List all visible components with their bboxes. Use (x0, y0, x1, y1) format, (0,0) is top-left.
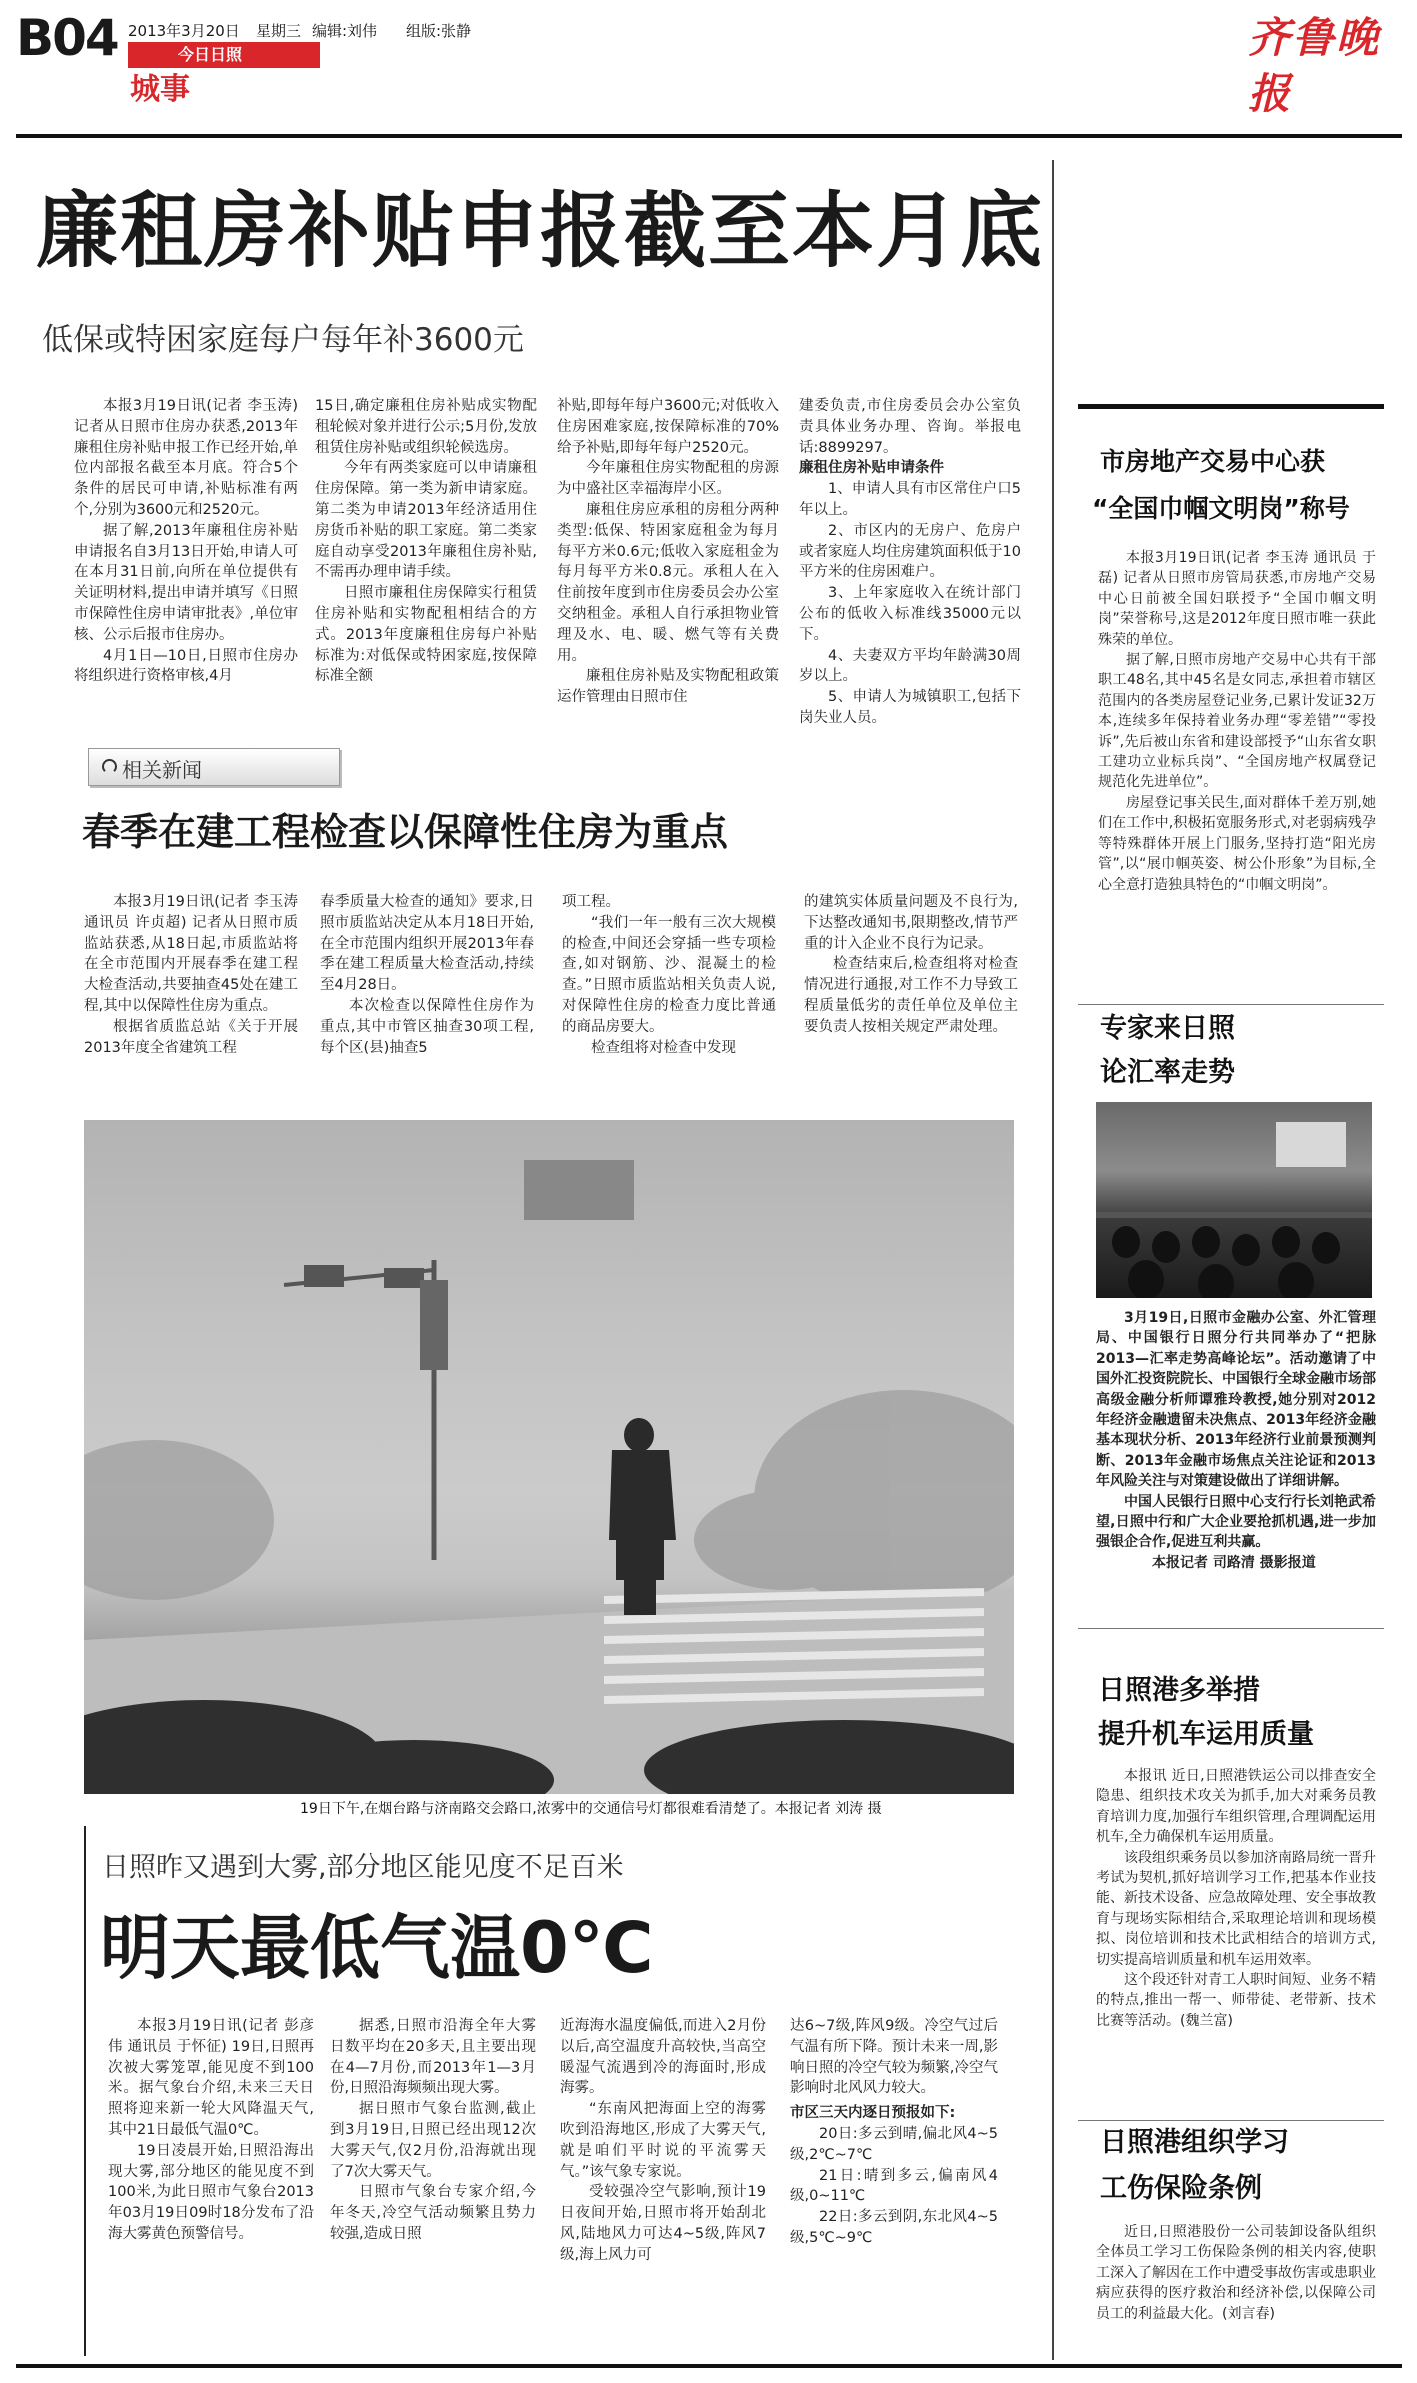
article2-col1-para: 本报3月19日讯(记者 李玉涛 通讯员 许贞超) 记者从日照市质监站获悉,从18日起,市质监站将在全市范围内开展春季在建工程大检查活动,共要抽查45处在建工程,其中以保障性住房为重点。 (84, 894, 298, 1014)
article3-col2-para: 日照市气象台专家介绍,今年冬天,冷空气活动频繁且势力较强,造成日照 (330, 2184, 536, 2242)
sidebar-rule (1078, 1004, 1384, 1005)
lead-column-4 (799, 396, 1021, 736)
masthead-weekday: 星期三 (256, 22, 302, 40)
sidebar3-para: 这个段还针对青工人职时间短、业务不精的特点,推出一帮一、师带徒、老带新、技术比赛等活动。(魏兰富) (1096, 1972, 1376, 2029)
lead-col4-subhead: 廉租住房补贴申请条件 (799, 460, 944, 477)
lead-col4-para: 1、申请人具有市区常住户口5年以上。 (799, 481, 1021, 518)
paper-logo: 齐鲁晚报 (1248, 13, 1381, 118)
sidebar3-para: 该段组织乘务员以参加济南路局统一晋升考试为契机,抓好培训学习工作,把基本作业技能、新技术设备、应急故障处理、安全事故教育与现场实际相结合,采取理论培训和现场模拟、岗位培训和技术比武相结合的培训方式,切实提高培训质量和机车运用效率。 (1096, 1849, 1376, 1968)
lead-subhead: 低保或特困家庭每户每年补3600元 (42, 322, 524, 358)
article3-column-1 (108, 2016, 314, 2356)
sidebar1-para: 据了解,日照市房地产交易中心共有干部职工48名,其中45名是女同志,承担着市辖区范围内的各类房屋登记业务,已累计发证32万本,连续多年保持着业务办理“零差错”“零投诉”,先后被山东省和建设部授予“山东省女职工建功立业标兵岗”、“全国房地产权属登记规范化先进单位”。 (1098, 652, 1376, 791)
sidebar3-title-line1: 日照港多举措 (1098, 1675, 1260, 1706)
lead-column-3 (557, 396, 779, 736)
forum-photo-scene (1096, 1102, 1372, 1298)
lead-headline: 廉租房补贴申报截至本月底 (36, 184, 1045, 279)
lead-col3-para: 补贴,即每年每户3600元;对低收入住房困难家庭,按保障标准的70%给予补贴,即每年每户2520元。 (557, 398, 779, 456)
sidebar1-para: 本报3月19日讯(记者 李玉涛 通讯员 于磊) 记者从日照市房管局获悉,市房地产交易中心日前被全国妇联授予“全国巾帼文明岗”荣誉称号,这是2012年度日照市唯一获此殊荣的单位。 (1098, 550, 1376, 648)
sidebar1-title-line2: “全国巾帼文明岗”称号 (1092, 494, 1350, 523)
sidebar1-title-line1: 市房地产交易中心获 (1100, 447, 1326, 476)
sidebar1-body (1098, 548, 1376, 1002)
page-code: B04 (16, 9, 118, 67)
masthead-editor: 编辑:刘伟 (312, 22, 378, 40)
page-bottom-rule (16, 2364, 1402, 2368)
sidebar2-para: 3月19日,日照市金融办公室、外汇管理局、中国银行日照分行共同举办了“把脉2013—汇率走势高峰论坛”。活动邀请了中国外汇投资院院长、中国银行全球金融市场部高级金融分析师谭雅玲教授,她分别对2012年经济金融遗留未决焦点、2013年经济金融基本现状分析、2013年经济行业前景预测判断、2013年金融市场焦点关注论证和2013年风险关注与对策建设做出了详细讲解。 (1096, 1310, 1376, 1490)
sidebar2-title-line2: 论汇率走势 (1100, 1057, 1235, 1088)
article3-col3-para: 近海海水温度偏低,而进入2月份以后,高空温度升高较快,当高空暖湿气流遇到冷的海面时,形成海雾。 (560, 2018, 766, 2097)
masthead-divider (16, 134, 1402, 138)
sidebar3-title-line2: 提升机车运用质量 (1098, 1719, 1314, 1750)
article3-box-left (84, 1826, 86, 2356)
article2-col2-para: 本次检查以保障性住房作为重点,其中市管区抽查30项工程,每个区(县)抽查5 (320, 997, 534, 1056)
lead-col2-para: 日照市廉租住房保障实行租赁住房补贴和实物配租相结合的方式。2013年度廉租住房每户补贴标准为:对低保或特困家庭,按保障标准全额 (315, 585, 537, 685)
sidebar2-title-line1: 专家来日照 (1100, 1013, 1235, 1044)
sidebar-rule (1078, 1628, 1384, 1629)
article3-col1-para: 19日凌晨开始,日照沿海出现大雾,部分地区的能见度不到100米,为此日照市气象台2013年03月19日09时18分发布了沿海大雾黄色预警信号。 (108, 2142, 314, 2242)
sidebar-top-rule (1078, 404, 1384, 409)
fog-photo-scene (84, 1120, 1014, 1794)
lead-col1-para: 4月1日—10日,日照市住房办将组织进行资格审核,4月 (74, 647, 298, 685)
forum-photo (1096, 1102, 1372, 1298)
forecast-title: 市区三天内逐日预报如下: (790, 2105, 956, 2122)
fog-photo (84, 1120, 1014, 1794)
lead-col3-para: 今年廉租住房实物配租的房源为中盛社区幸福海岸小区。 (557, 460, 779, 498)
article3-column-4 (790, 2016, 998, 2356)
article3-col2-para: 据日照市气象台监测,截止到3月19日,日照已经出现12次大雾天气,仅2月份,沿海就出现了7次大雾天气。 (330, 2101, 536, 2180)
lead-col2-para: 15日,确定廉租住房补贴成实物配租轮候对象并进行公示;5月份,发放租赁住房补贴或组织轮候选房。 (315, 398, 537, 456)
article2-column-2 (320, 892, 534, 1082)
forecast-day: 21日:晴到多云,偏南风4级,0~11℃ (790, 2167, 998, 2205)
article3-kicker: 日照昨又遇到大雾,部分地区能见度不足百米 (102, 1852, 624, 1883)
lead-col4-para: 建委负责,市住房委员会办公室负责具体业务办理、咨询。举报电话:8899297。 (799, 398, 1021, 456)
article3-col3-para: 受较强冷空气影响,预计19日夜间开始,日照市将开始刮北风,陆地风力可达4~5级,阵风7级,海上风力可 (560, 2184, 766, 2263)
sidebar-rule (1078, 2120, 1384, 2121)
lead-col3-para: 廉租住房应承租的房租分两种类型:低保、特困家庭租金为每月每平方米0.6元;低收入家庭租金为每月每平方米0.8元。承租人在入住前按年度到市住房委员会办公室交纳租金。承租人自行承担物业管理及水、电、暖、燃气等有关费用。 (557, 501, 779, 664)
lead-column-2 (315, 396, 537, 736)
sidebar4-para: 近日,日照港股份一公司装卸设备队组织全体员工学习工伤保险条例的相关内容,使职工深入了解因在工作中遭受事故伤害或患职业病应获得的医疗救治和经济补偿,以保障公司员工的利益最大化。(刘言春) (1096, 2224, 1376, 2322)
article3-col2-para: 据悉,日照市沿海全年大雾日数平均在20多天,且主要出现在4—7月份,而2013年1—3月份,日照沿海频频出现大雾。 (330, 2018, 536, 2097)
sidebar-divider (1052, 160, 1054, 2360)
article2-column-1 (84, 892, 298, 1082)
lead-col4-para: 2、市区内的无房户、危房户或者家庭人均住房建筑面积低于10平方米的住房困难户。 (799, 522, 1021, 581)
article3-column-2 (330, 2016, 536, 2356)
article2-col4-para: 检查结束后,检查组将对检查情况进行通报,对工作不力导致工程质量低劣的责任单位及单位主要负责人按相关规定严肃处理。 (804, 956, 1018, 1035)
lead-col2-para: 今年有两类家庭可以申请廉租住房保障。第一类为新申请家庭。第二类为申请2013年经济适用住房货币补贴的职工家庭。第二类家庭自动享受2013年廉租住房补贴,不需再办理申请手续。 (315, 460, 537, 581)
sidebar2-body (1096, 1308, 1376, 1618)
sidebar2-credit: 本报记者 司路清 摄影报道 (1152, 1554, 1316, 1571)
masthead-designer: 组版:张静 (406, 22, 472, 40)
lead-col4-para: 4、夫妻双方平均年龄满30周岁以上。 (799, 647, 1021, 685)
forecast-day: 22日:多云到阴,东北风4~5级,5℃~9℃ (790, 2209, 998, 2246)
related-news-label: 相关新闻 (122, 758, 202, 782)
article2-col3-para: 检查组将对检查中发现 (591, 1039, 736, 1056)
article2-col1-para: 根据省质监总站《关于开展2013年度全省建筑工程 (84, 1018, 298, 1056)
fog-photo-caption: 19日下午,在烟台路与济南路交会路口,浓雾中的交通信号灯都很难看清楚了。本报记者 刘涛 摄 (300, 1801, 882, 1817)
section-badge: 今日日照 (128, 42, 320, 68)
article2-col4-para: 的建筑实体质量问题及不良行为,下达整改通知书,限期整改,情节严重的计入企业不良行为记录。 (804, 894, 1018, 952)
article2-column-4 (804, 892, 1018, 1082)
sidebar4-title-line2: 工伤保险条例 (1100, 2173, 1262, 2204)
lead-col4-para: 3、上年家庭收入在统计部门公布的低收入标准线35000元以下。 (799, 585, 1021, 643)
sidebar4-title-line1: 日照港组织学习 (1100, 2127, 1289, 2158)
related-news-icon (102, 759, 117, 774)
article2-column-3 (562, 892, 776, 1082)
article2-col3-para: “我们一年一般有三次大规模的检查,中间还会穿插一些专项检查,如对钢筋、沙、混凝土的检查。”日照市质监站相关负责人说,对保障性住房的检查力度比普通的商品房要大。 (562, 914, 776, 1035)
sidebar2-para: 中国人民银行日照中心支行行长刘艳武希望,日照中行和广大企业要抢抓机遇,进一步加强银企合作,促进互利共赢。 (1096, 1493, 1376, 1551)
lead-column-1 (74, 396, 298, 736)
lead-col1-para: 本报3月19日讯(记者 李玉涛) 记者从日照市住房办获悉,2013年廉租住房补贴申报工作已经开始,单位内部报名截至本月底。符合5个条件的居民可申请,补贴标准有两个,分别为3600元和2520元。 (74, 398, 298, 518)
article3-column-3 (560, 2016, 766, 2356)
forecast-day: 20日:多云到晴,偏北风4~5级,2℃~7℃ (790, 2125, 998, 2163)
article3-col4-para: 达6~7级,阵风9级。冷空气过后气温有所下降。预计未来一周,影响日照的冷空气较为频繁,冷空气影响时北风风力较大。 (790, 2018, 998, 2097)
sidebar3-para: 本报讯 近日,日照港铁运公司以排查安全隐患、组织技术攻关为抓手,加大对乘务员教育培训力度,加强行车组织管理,合理调配运用机车,全力确保机车运用质量。 (1096, 1768, 1376, 1846)
lead-col1-para: 据了解,2013年廉租住房补贴申请报名自3月13日开始,申请人可在本月31日前,向所在单位提供有关证明材料,提出申请并填写《日照市保障性住房申请审批表》,单位审核、公示后报市住房办。 (74, 522, 298, 643)
article2-headline: 春季在建工程检查以保障性住房为重点 (82, 810, 729, 854)
masthead-date: 2013年3月20日 (128, 22, 240, 40)
article3-headline: 明天最低气温0℃ (100, 1907, 654, 1989)
sidebar1-para: 房屋登记事关民生,面对群体千差万别,她们在工作中,积极拓宽服务形式,对老弱病残孕等特殊群体开展上门服务,坚持打造“阳光房管”,以“展巾帼英姿、树公仆形象”为目标,全心全意打造独具特色的“巾帼文明岗”。 (1098, 794, 1376, 893)
article3-col1-para: 本报3月19日讯(记者 彭彦伟 通讯员 于怀征) 19日,日照再次被大雾笼罩,能见度不到100米。据气象台介绍,未来三天日照将迎来新一轮大风降温天气,其中21日最低气温0℃。 (108, 2018, 314, 2138)
section-title: 城事 (130, 72, 190, 107)
sidebar3-body (1096, 1766, 1376, 2112)
lead-col4-para: 5、申请人为城镇职工,包括下岗失业人员。 (799, 689, 1021, 726)
article2-col3-para: 项工程。 (562, 894, 620, 910)
article2-col2-para: 春季质量大检查的通知》要求,日照市质监站决定从本月18日开始,在全市范围内组织开展2013年春季在建工程质量大检查活动,持续至4月28日。 (320, 894, 534, 994)
lead-col3-para: 廉租住房补贴及实物配租政策运作管理由日照市住 (557, 668, 779, 706)
article3-col3-para: “东南风把海面上空的海雾吹到沿海地区,形成了大雾天气,就是咱们平时说的平流雾天气。”该气象专家说。 (560, 2101, 766, 2180)
sidebar4-body (1096, 2222, 1376, 2354)
